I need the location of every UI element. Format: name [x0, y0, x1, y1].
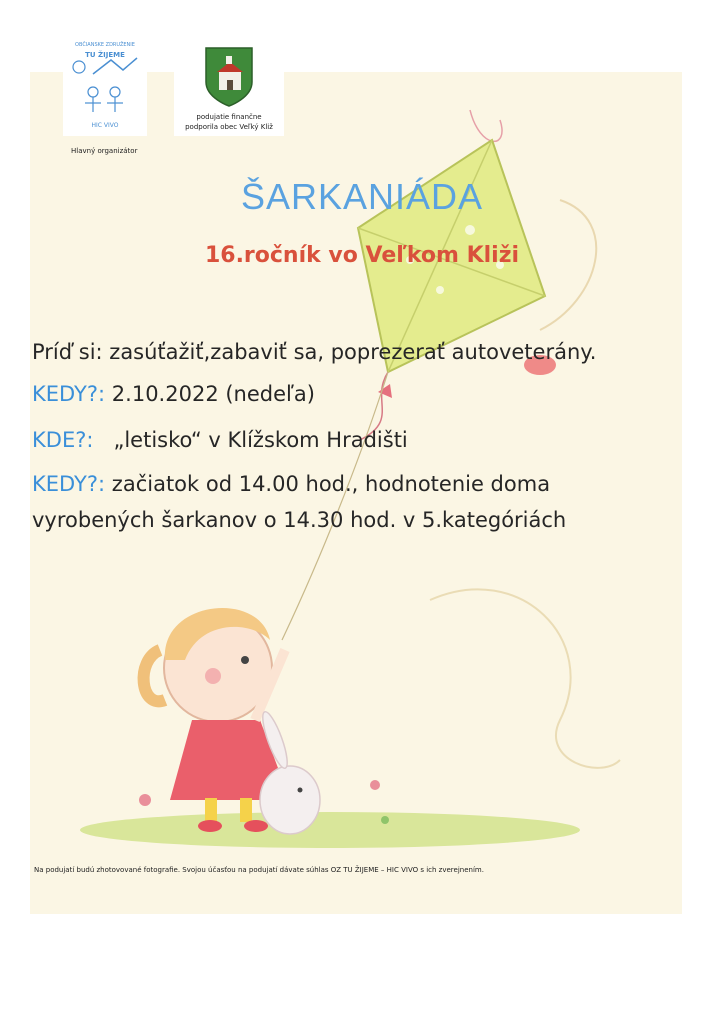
swirl-decoration: [430, 589, 620, 767]
sponsor-caption-line2: podporila obec Veľký Kliž: [185, 123, 273, 131]
date-value: 2.10.2022 (nedeľa): [105, 382, 315, 406]
date-line: [32, 382, 315, 406]
bunny-icon: [260, 766, 320, 834]
date-label: KEDY?:: [32, 382, 106, 406]
time-label: KEDY?:: [32, 472, 106, 496]
organizer-logo-top-text: OBČIANSKE ZDRUŽENIE: [75, 42, 135, 48]
photo-consent-note: Na podujatí budú zhotovované fotografie. Svojou účasťou na podujatí dávate súhlas OZ TU ŽIJEME – HIC VIVO s ich zverejnením.: [34, 866, 484, 874]
time-line: [32, 472, 550, 496]
grass-ground: [80, 812, 580, 848]
time-line-continued: vyrobených šarkanov o 14.30 hod. v 5.kategóriách: [32, 508, 567, 532]
place-value: „letisko“ v Klížskom Hradišti: [93, 428, 408, 452]
municipality-crest: [174, 40, 284, 136]
place-label: KDE?:: [32, 428, 94, 452]
organizer-logo-hic-vivo: HIC VIVO: [91, 122, 119, 129]
crest-icon: [204, 46, 254, 108]
organizer-logo: [63, 40, 147, 136]
organizer-logo-name: TU ŽIJEME: [85, 51, 125, 59]
poster-title: ŠARKANIÁDA: [240, 176, 484, 217]
swirl-decoration: [470, 110, 502, 141]
time-value: začiatok od 14.00 hod., hodnotenie doma: [105, 472, 551, 496]
sponsor-caption-line1: podujatie finančne: [196, 113, 262, 121]
sponsor-caption: [174, 112, 284, 132]
kite-string: [282, 372, 388, 640]
place-line: [32, 428, 408, 452]
invite-line: Príď si: zasúťažiť,zabaviť sa, poprezerať autoveterány.: [32, 340, 597, 364]
poster-subtitle: 16.ročník vo Veľkom Kliži: [204, 243, 520, 268]
organizer-caption: Hlavný organizátor: [71, 147, 138, 155]
